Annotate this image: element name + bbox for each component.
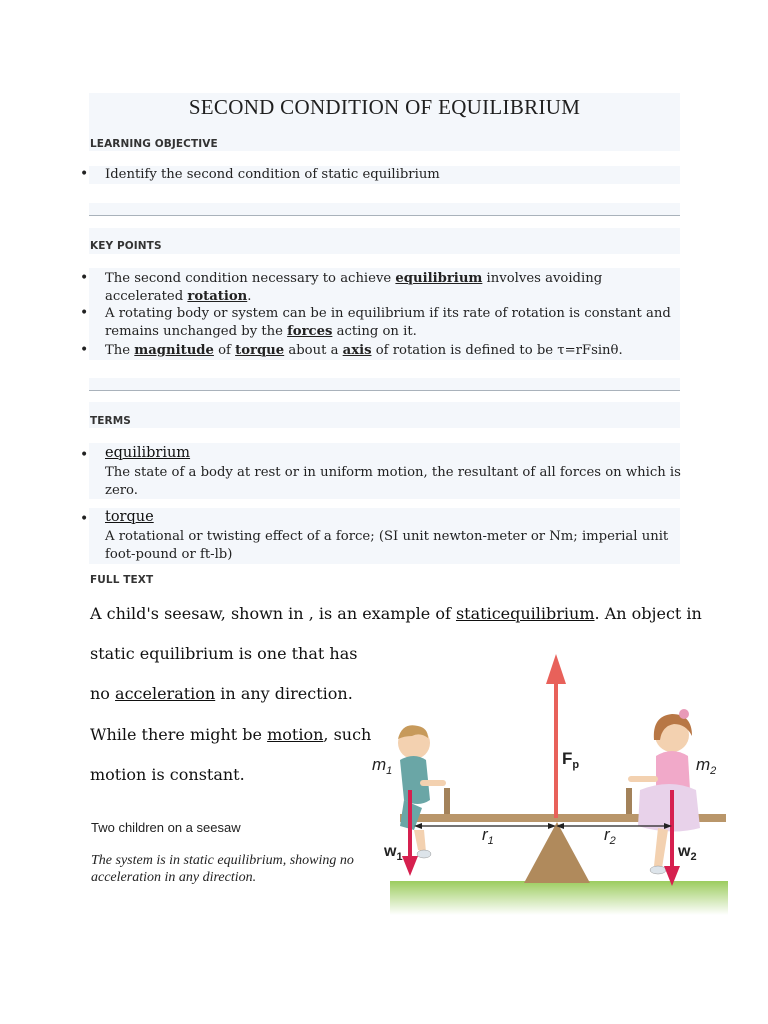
term-equilibrium[interactable]: equilibrium [105,445,191,461]
term-definition [105,528,668,564]
full-text-fragment: no [90,684,116,703]
seesaw-figure [370,640,730,920]
key-point-text: of rotation is defined to be τ=rFsinθ. [371,343,623,358]
term-definition-line: The state of a body at rest or in uniform motion, the resultant of all forces on which is [105,465,681,480]
rule-band-1 [89,203,680,215]
full-text-fragment: While there might be [90,725,268,744]
link-motion[interactable]: motion [267,725,324,744]
term-definition-line: zero. [105,483,138,498]
divider [89,390,680,391]
full-text-line: motion is constant. [90,765,245,784]
terms-band [89,402,680,428]
learning-objective-label: LEARNING OBJECTIVE [90,138,218,150]
key-points-band [89,228,680,254]
label-fp [562,749,579,771]
term-definition [105,464,681,500]
page-title: SECOND CONDITION OF EQUILIBRIUM [188,95,581,119]
full-text-line [90,725,371,744]
key-point-text: of [213,343,236,358]
label-m1 [372,755,392,777]
label-m1-sub: 1 [386,765,393,777]
force-fp-arrowhead [546,654,566,684]
key-point-text: involves avoiding [482,271,603,286]
label-w1-sub: 1 [396,851,403,863]
full-text-line: static equilibrium is one that has [90,644,358,663]
label-m1-main: m [372,755,387,774]
label-r1-sub: 1 [487,835,494,847]
key-point-text: about a [284,343,343,358]
label-fp-sub: p [572,759,580,771]
key-point-text: The second condition necessary to achieve [105,271,396,286]
bullet: • [80,342,89,358]
term-definition-line: A rotational or twisting effect of a force; (SI unit newton-meter or Nm; imperial unit [105,529,669,544]
label-fp-main: F [562,749,573,768]
label-r2-sub: 2 [609,835,616,847]
key-point-text: . [247,289,252,304]
bullet: • [80,447,89,463]
child-left [398,725,446,858]
link-rotation[interactable]: rotation [187,289,248,304]
figure-description: The system is in static equilibrium, showing no acceleration in any direction. [91,853,354,885]
key-point-text: acting on it. [332,324,417,339]
bullet: • [80,511,89,527]
full-text-line [90,604,702,623]
divider [89,215,680,216]
key-point-text: accelerated [105,289,188,304]
fulcrum [524,822,590,883]
full-text-fragment: . An object in [594,604,702,623]
label-r1-main: r [482,825,488,844]
bullet: • [80,166,89,182]
term-torque[interactable]: torque [105,509,154,525]
key-point-text: remains unchanged by the [105,324,288,339]
label-w2-sub: 2 [690,851,697,863]
figure-caption: Two children on a seesaw [91,820,241,835]
link-forces[interactable]: forces [287,324,333,339]
full-text-label: FULL TEXT [90,574,154,586]
label-r2 [604,825,616,847]
left-handle [444,788,450,814]
full-text-line [90,684,353,703]
label-r1 [482,825,494,847]
key-point-1 [105,270,602,306]
link-staticequilibrium[interactable]: staticequilibrium [455,604,595,623]
full-text-fragment: in any direction. [215,684,353,703]
ground [390,881,728,915]
key-point-text: A rotating body or system can be in equilibrium if its rate of rotation is constant and [105,306,671,321]
right-handle [626,788,632,814]
label-m2 [696,755,716,777]
key-point-3 [105,342,623,360]
link-magnitude[interactable]: magnitude [134,343,214,358]
key-points-label: KEY POINTS [90,240,162,252]
bullet: • [80,270,89,286]
terms-label: TERMS [90,415,131,427]
objective-item: Identify the second condition of static equilibrium [105,167,440,182]
term-definition-line: foot-pound or ft-lb) [105,547,233,562]
label-m2-main: m [696,755,711,774]
label-w2-main: w [678,843,691,860]
label-m2-sub: 2 [710,765,717,777]
label-w1 [383,843,403,863]
rule-band-2 [89,378,680,390]
link-torque[interactable]: torque [235,343,285,358]
full-text-fragment: , such [323,725,372,744]
key-point-text: The [105,343,135,358]
label-w1-main: w [384,843,397,860]
full-text-fragment: A child's seesaw, shown in , is an example of [90,604,456,623]
link-equilibrium[interactable]: equilibrium [395,271,483,286]
label-w2 [677,843,697,863]
link-acceleration[interactable]: acceleration [115,684,216,703]
bullet: • [80,305,89,321]
weight-w1-arrowhead [402,856,418,876]
label-r2-main: r [604,825,610,844]
link-axis[interactable]: axis [342,343,372,358]
key-point-2 [105,305,671,341]
